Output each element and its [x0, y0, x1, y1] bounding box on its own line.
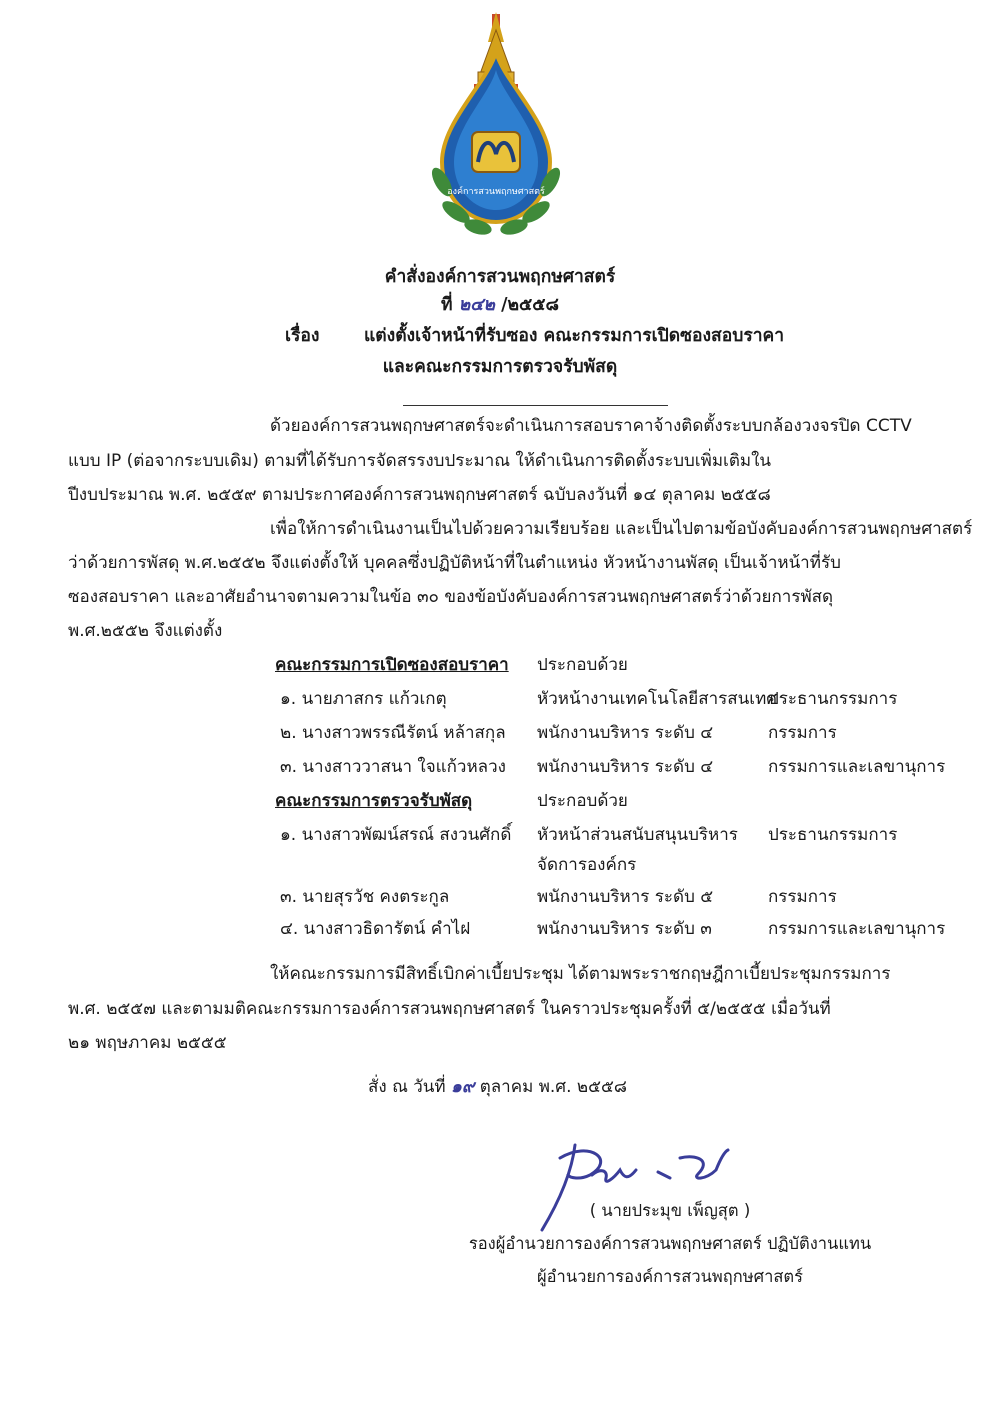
committee-open-member-1-name: ๑. นายภาสกร แก้วเกตุ	[280, 689, 447, 709]
order-date-suffix: ตุลาคม พ.ศ. ๒๕๕๘	[479, 1077, 627, 1097]
committee-open-member-3-role: กรรมการและเลขานุการ	[768, 757, 946, 777]
order-date-prefix: สั่ง ณ วันที่	[368, 1077, 446, 1097]
committee-inspect-member-1-position-2: จัดการองค์กร	[537, 855, 637, 875]
para2-line-1: เพื่อให้การดำเนินงานเป็นไปด้วยความเรียบร้อย และเป็นไปตามข้อบังคับองค์การสวนพฤกษศาสตร์	[270, 519, 973, 539]
para1-line-3: ปีงบประมาณ พ.ศ. ๒๕๕๙ ตามประกาศองค์การสวนพฤกษศาสตร์ ฉบับลงวันที่ ๑๔ ตุลาคม ๒๕๕๘	[68, 485, 771, 505]
order-number-prefix: ที่	[441, 295, 453, 315]
committee-inspect-heading: คณะกรรมการตรวจรับพัสดุ	[275, 791, 473, 811]
para2-line-4: พ.ศ.๒๕๕๒ จึงแต่งตั้ง	[68, 621, 223, 641]
committee-inspect-member-3-name: ๔. นางสาวธิดารัตน์ คำไฝ	[280, 919, 471, 939]
committee-inspect-member-2-role: กรรมการ	[768, 887, 837, 907]
para3-line-3: ๒๑ พฤษภาคม ๒๕๕๕	[68, 1033, 227, 1053]
signatory-title-2: ผู้อำนวยการองค์การสวนพฤกษศาสตร์	[536, 1267, 804, 1286]
signatory-title-1: รองผู้อำนวยการองค์การสวนพฤกษศาสตร์ ปฏิบัติงานแทน	[468, 1234, 872, 1253]
subject-line-1: แต่งตั้งเจ้าหน้าที่รับซอง คณะกรรมการเปิดซองสอบราคา	[364, 326, 785, 346]
committee-inspect-member-2-name: ๓. นายสุรวัช คงตระกูล	[280, 887, 450, 907]
committee-open-comprises: ประกอบด้วย	[537, 655, 628, 675]
order-date	[368, 1073, 627, 1100]
committee-inspect-member-3-position: พนักงานบริหาร ระดับ ๓	[537, 919, 712, 939]
order-number	[0, 290, 1000, 318]
emblem-monogram	[472, 132, 520, 172]
order-number-suffix: /๒๕๕๘	[501, 295, 559, 315]
committee-inspect-member-1-position: หัวหน้าส่วนสนับสนุนบริหาร	[537, 825, 738, 845]
para1-line-2: แบบ IP (ต่อจากระบบเดิม) ตามที่ได้รับการจัดสรรงบประมาณ ให้ดำเนินการติดตั้งระบบเพิ่มเติมใน	[68, 451, 772, 471]
committee-open-member-3-position: พนักงานบริหาร ระดับ ๔	[537, 757, 714, 777]
committee-inspect-member-1-name: ๑. นางสาวพัฒน์สรณ์ สงวนศักดิ์	[280, 825, 512, 845]
committee-inspect-comprises: ประกอบด้วย	[537, 791, 628, 811]
para3-line-1: ให้คณะกรรมการมีสิทธิ์เบิกค่าเบี้ยประชุม ได้ตามพระราชกฤษฎีกาเบี้ยประชุมกรรมการ	[270, 964, 891, 984]
svg-text:องค์การสวนพฤกษศาสตร์: องค์การสวนพฤกษศาสตร์	[447, 187, 545, 197]
subject-line-2: และคณะกรรมการตรวจรับพัสดุ	[382, 357, 618, 377]
committee-open-member-2-name: ๒. นางสาวพรรณีรัตน์ หล้าสกุล	[280, 723, 506, 743]
order-date-day-handwritten: ๑๙	[451, 1077, 475, 1097]
committee-open-member-1-role: ประธานกรรมการ	[768, 689, 898, 709]
para2-line-3: ซองสอบราคา และอาศัยอำนาจตามความในข้อ ๓๐ ของข้อบังคับองค์การสวนพฤกษศาสตร์ว่าด้วยการพัสดุ	[68, 587, 834, 607]
committee-open-heading: คณะกรรมการเปิดซองสอบราคา	[275, 655, 509, 675]
committee-inspect-member-2-position: พนักงานบริหาร ระดับ ๕	[537, 887, 714, 907]
para2-line-2: ว่าด้วยการพัสดุ พ.ศ.๒๕๕๒ จึงแต่งตั้งให้ บุคคลซึ่งปฏิบัติหน้าที่ในตำแหน่ง หัวหน้างานพัสดุ เป็นเจ้าหน้าที่รับ	[68, 553, 841, 573]
committee-open-member-2-position: พนักงานบริหาร ระดับ ๔	[537, 723, 714, 743]
title-divider	[403, 405, 668, 406]
organization-logo	[428, 12, 564, 242]
para1-line-1: ด้วยองค์การสวนพฤกษศาสตร์จะดำเนินการสอบราคาจ้างติดตั้งระบบกล้องวงจรปิด CCTV	[270, 416, 912, 436]
committee-open-member-3-name: ๓. นางสาววาสนา ใจแก้วหลวง	[280, 757, 506, 777]
signatory-name: ( นายประมุข เพ็ญสุต )	[589, 1201, 751, 1220]
committee-open-member-1-position: หัวหน้างานเทคโนโลยีสารสนเทศ	[537, 689, 778, 709]
committee-inspect-member-1-role: ประธานกรรมการ	[768, 825, 898, 845]
para3-line-2: พ.ศ. ๒๕๕๗ และตามมติคณะกรรมการองค์การสวนพฤกษศาสตร์ ในคราวประชุมครั้งที่ ๕/๒๕๕๕ เมื่อวันที่	[68, 999, 831, 1019]
order-title: คำสั่งองค์การสวนพฤกษศาสตร์	[384, 267, 616, 287]
subject-label: เรื่อง	[285, 326, 320, 346]
committee-inspect-member-3-role: กรรมการและเลขานุการ	[768, 919, 946, 939]
committee-open-member-2-role: กรรมการ	[768, 723, 837, 743]
order-number-handwritten: ๒๔๒	[458, 295, 495, 315]
